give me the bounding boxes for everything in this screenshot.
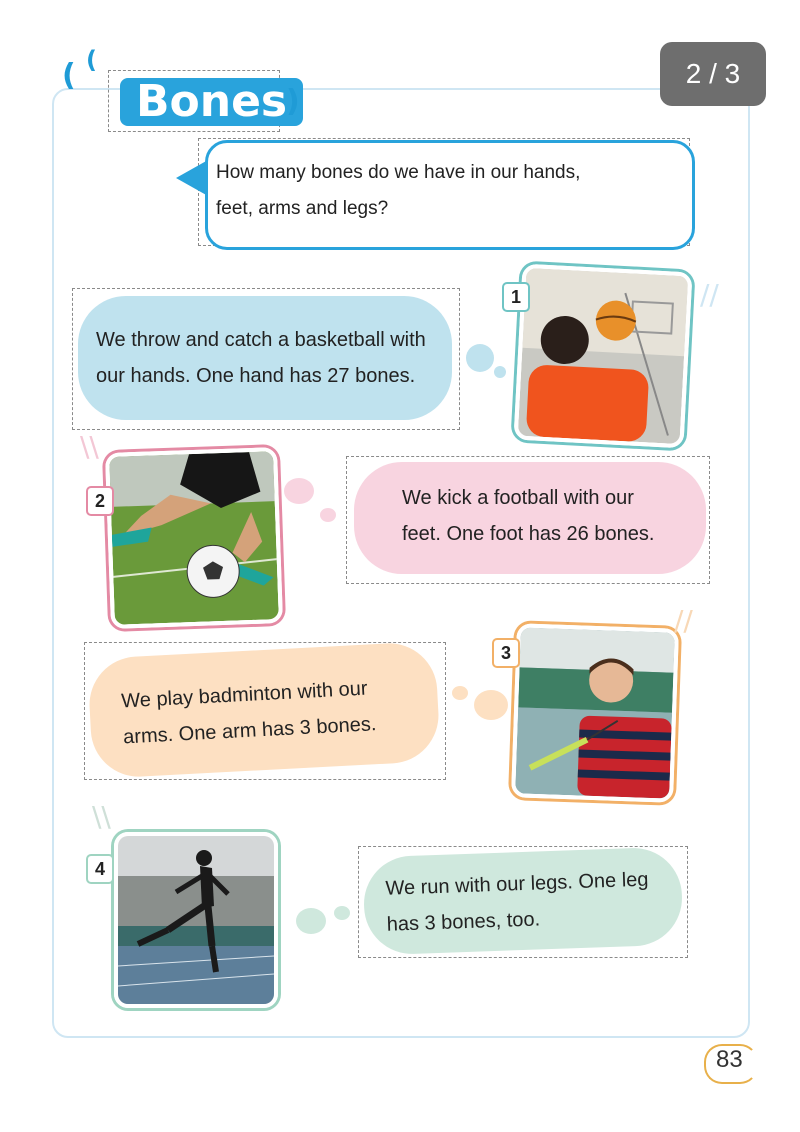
- item-4-thought-dot-small: [334, 906, 350, 920]
- item-3-bubble: [87, 641, 441, 779]
- item-4-swoosh: \\: [92, 800, 111, 833]
- item-4-line-2: has 3 bones, too.: [386, 908, 541, 936]
- item-3-number-badge: 3: [492, 638, 520, 668]
- item-1-line-1: We throw and catch a basketball with: [96, 329, 426, 351]
- item-3-line-1: We play badminton with our: [120, 677, 369, 713]
- question-text: [216, 155, 686, 227]
- item-2-swoosh: \\: [80, 430, 99, 463]
- badminton-boy-photo-icon: [515, 627, 675, 798]
- item-3-photo: [511, 623, 679, 803]
- item-2-line-2: feet. One foot has 26 bones.: [402, 523, 655, 545]
- title-decoration-left: (: [62, 58, 76, 93]
- question-line-1: How many bones do we have in our hands,: [216, 162, 581, 183]
- runner-photo-icon: [118, 836, 274, 1004]
- item-2-bubble: [354, 462, 706, 574]
- item-2-thought-dot-small: [320, 508, 336, 522]
- page-title: Bones: [120, 78, 303, 126]
- item-4-bubble: [362, 846, 683, 955]
- basketball-player-photo-icon: [518, 268, 689, 444]
- item-1-thought-dot-small: [494, 366, 506, 378]
- item-3-line-2: arms. One arm has 3 bones.: [122, 713, 377, 749]
- item-3-thought-dot-small: [452, 686, 468, 700]
- item-2-number-badge: 2: [86, 486, 114, 516]
- item-2-thought-dot-large: [284, 478, 314, 504]
- item-3-swoosh: //: [674, 604, 693, 637]
- page-number: 83: [716, 1046, 743, 1073]
- item-2-photo: [105, 447, 283, 629]
- item-1-bubble: [78, 296, 452, 420]
- item-1-swoosh: //: [700, 278, 719, 311]
- item-4-thought-dot-large: [296, 908, 326, 934]
- title-decoration-right: ): [286, 84, 300, 119]
- item-1-number-badge: 1: [502, 282, 530, 312]
- item-4-photo: [114, 832, 278, 1008]
- item-1-thought-dot-large: [466, 344, 494, 372]
- item-1-line-2: our hands. One hand has 27 bones.: [96, 365, 416, 387]
- question-line-2: feet, arms and legs?: [216, 198, 389, 219]
- football-kick-photo-icon: [109, 451, 279, 625]
- title-decoration-left-2: (: [86, 46, 97, 74]
- question-bubble-tail: [176, 160, 208, 196]
- item-4-number-badge: 4: [86, 854, 114, 884]
- item-4-line-1: We run with our legs. One leg: [385, 868, 649, 900]
- item-3-thought-dot-large: [474, 690, 508, 720]
- page-counter[interactable]: 2 / 3: [660, 42, 766, 106]
- item-1-photo: [514, 264, 693, 449]
- item-2-line-1: We kick a football with our: [402, 487, 634, 509]
